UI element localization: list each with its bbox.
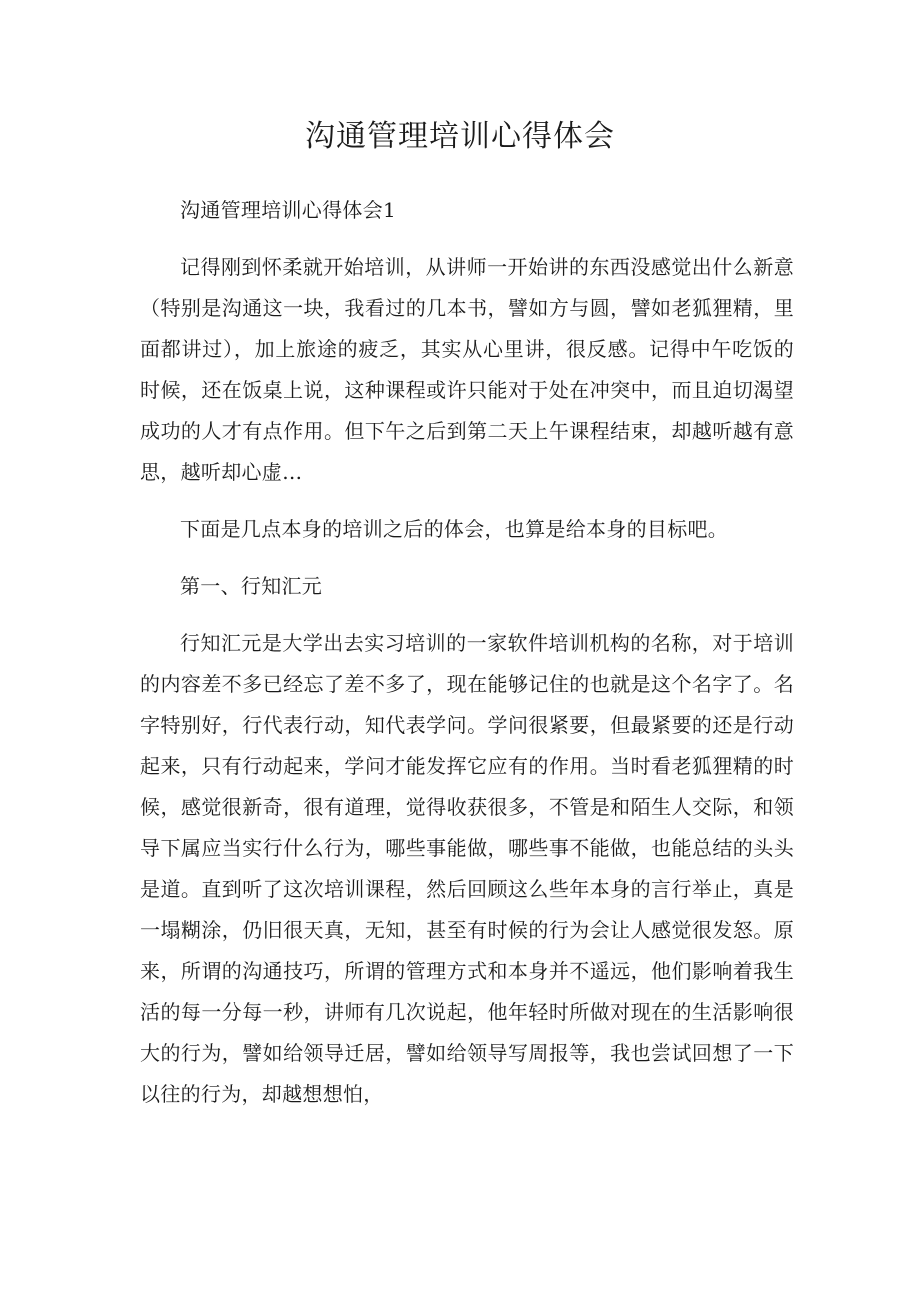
paragraph: 行知汇元是大学出去实习培训的一家软件培训机构的名称，对于培训的内容差不多已经忘了差不多了，现在能够记住的也就是这个名字了。名字特别好，行代表行动，知代表学问。学问很紧要，但最紧要的还是行动起来，只有行动起来，学问才能发挥它应有的作用。当时看老狐狸精的时候，感觉很新奇，很有道理，觉得收获很多，不管是和陌生人交际，和领导下属应当实行什么行为，哪些事能做，哪些事不能做，也能总结的头头是道。直到听了这次培训课程，然后回顾这么些年本身的言行举止，真是一塌糊涂，仍旧很天真，无知，甚至有时候的行为会让人感觉很发怒。原来，所谓的沟通技巧，所谓的管理方式和本身并不遥远，他们影响着我生活的每一分每一秒，讲师有几次说起，他年轻时所做对现在的生活影响很大的行为，譬如给领导迁居，譬如给领导写周报等，我也尝试回想了一下以往的行为，却越想想怕， <box>140 631 794 1106</box>
section-heading: 沟通管理培训心得体会1 <box>180 198 397 222</box>
document-body <box>140 190 794 1131</box>
section-heading: 第一、行知汇元 <box>180 574 323 598</box>
paragraph: 记得刚到怀柔就开始培训，从讲师一开始讲的东西没感觉出什么新意（特别是沟通这一块，我看过的几本书，譬如方与圆，譬如老狐狸精，里面都讲过），加上旅途的疲乏，其实从心里讲，很反感。记得中午吃饭的时候，还在饭桌上说，这种课程或许只能对于处在冲突中，而且迫切渴望成功的人才有点作用。但下午之后到第二天上午课程结束，却越听越有意思，越听却心虚… <box>140 255 794 484</box>
paragraph: 下面是几点本身的培训之后的体会，也算是给本身的目标吧。 <box>180 517 729 541</box>
document-title: 沟通管理培训心得体会 <box>305 119 615 154</box>
